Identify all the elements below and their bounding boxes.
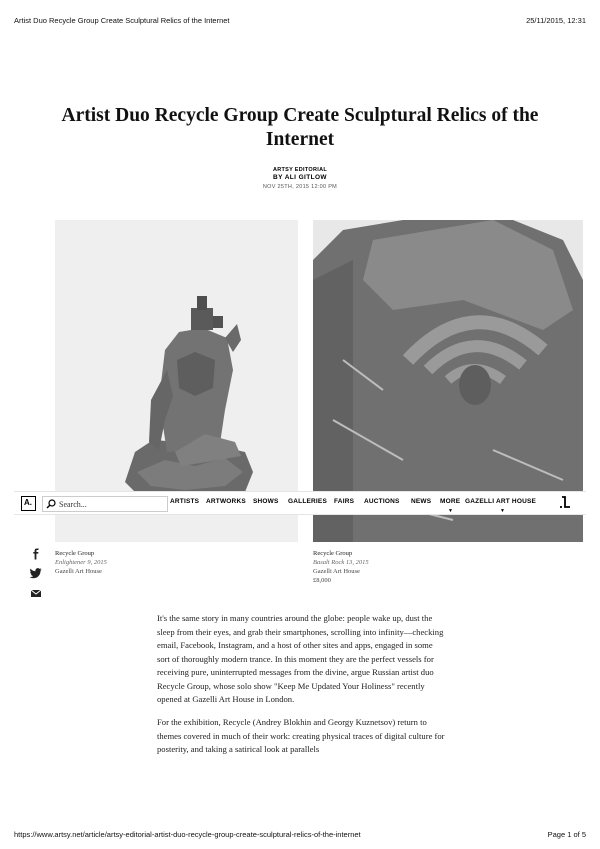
nav-link-gazelli-label: GAZELLI ART HOUSE: [465, 498, 537, 505]
artwork-caption-right: [313, 549, 369, 585]
caret-down-icon: ▼: [448, 508, 454, 514]
caret-down-icon: ▼: [500, 508, 506, 514]
byline-kicker[interactable]: ARTSY EDITORIAL: [272, 167, 328, 173]
print-header: [14, 16, 586, 25]
article-title: Artist Duo Recycle Group Create Sculptural Relics of the Internet: [61, 105, 539, 150]
search-input[interactable]: [59, 498, 165, 510]
search-icon: [46, 499, 56, 509]
article-paragraph: For the exhibition, Recycle (Andrey Blokhin and Georgy Kuznetsov) return to themes covered in much of their work: creating physical traces of digital culture for posterity, and taking a satirical look at parallels: [157, 717, 445, 754]
caption-title[interactable]: Enlightener 9, 2015: [55, 559, 107, 566]
print-header-datetime: 25/11/2015, 12:31: [526, 16, 586, 25]
artsy-logo[interactable]: A.: [21, 496, 36, 511]
nav-link-artists[interactable]: ARTISTS: [170, 498, 200, 505]
artwork-caption-left: [55, 549, 107, 576]
caption-artist[interactable]: Recycle Group: [55, 550, 95, 557]
print-footer-page: Page 1 of 5: [547, 830, 586, 839]
article-paragraph: It's the same story in many countries around the globe: people wake up, dust the sleep from their eyes, and grab their smartphones, scrolling into infinity—checking email, Facebook, Instagram, and a host of other sites and apps, engaged in some sort of thoroughly modern trance. In this moment they are the perfect vessels for receiving pure, uninterrupted messages from the divine, argue Russian artist duo Recycle Group, whose solo show "Keep Me Updated Your Holiness" recently opened at Gazelli Art House in London.: [157, 613, 444, 704]
nav-link-more[interactable]: [440, 498, 461, 514]
site-navbar: [14, 491, 586, 515]
nav-link-auctions[interactable]: AUCTIONS: [364, 498, 400, 505]
nav-link-news[interactable]: NEWS: [411, 498, 432, 505]
caption-artist[interactable]: Recycle Group: [313, 550, 353, 557]
byline: [0, 167, 600, 190]
caption-price: £8,000: [313, 577, 331, 584]
email-icon: [30, 587, 42, 599]
nav-link-galleries[interactable]: GALLERIES: [288, 498, 327, 505]
byline-author[interactable]: BY ALI GITLOW: [273, 174, 327, 181]
nav-link-fairs[interactable]: FAIRS: [334, 498, 355, 505]
search-box: [42, 496, 168, 512]
facebook-share-button[interactable]: [30, 548, 42, 560]
email-share-button[interactable]: [30, 587, 42, 599]
twitter-icon: [30, 567, 42, 579]
caption-gallery[interactable]: Gazelli Art House: [55, 568, 102, 575]
nav-link-shows[interactable]: SHOWS: [253, 498, 279, 505]
nav-link-artworks[interactable]: ARTWORKS: [206, 498, 246, 505]
print-footer-url: https://www.artsy.net/article/artsy-editorial-artist-duo-recycle-group-create-sculptural-relics-of-the-internet: [14, 830, 361, 839]
caption-gallery[interactable]: Gazelli Art House: [313, 568, 360, 575]
byline-date: NOV 25TH, 2015 12:00 PM: [262, 184, 338, 190]
nav-link-gazelli-art-house[interactable]: [465, 498, 537, 514]
print-header-title: Artist Duo Recycle Group Create Sculptural Relics of the Internet: [14, 16, 230, 25]
facebook-icon: [30, 548, 42, 560]
caption-title[interactable]: Basalt Rock 13, 2015: [313, 559, 369, 566]
user-account-icon[interactable]: [558, 495, 572, 511]
nav-link-more-label: MORE: [440, 498, 461, 505]
print-footer: [14, 830, 586, 839]
twitter-share-button[interactable]: [30, 567, 42, 579]
